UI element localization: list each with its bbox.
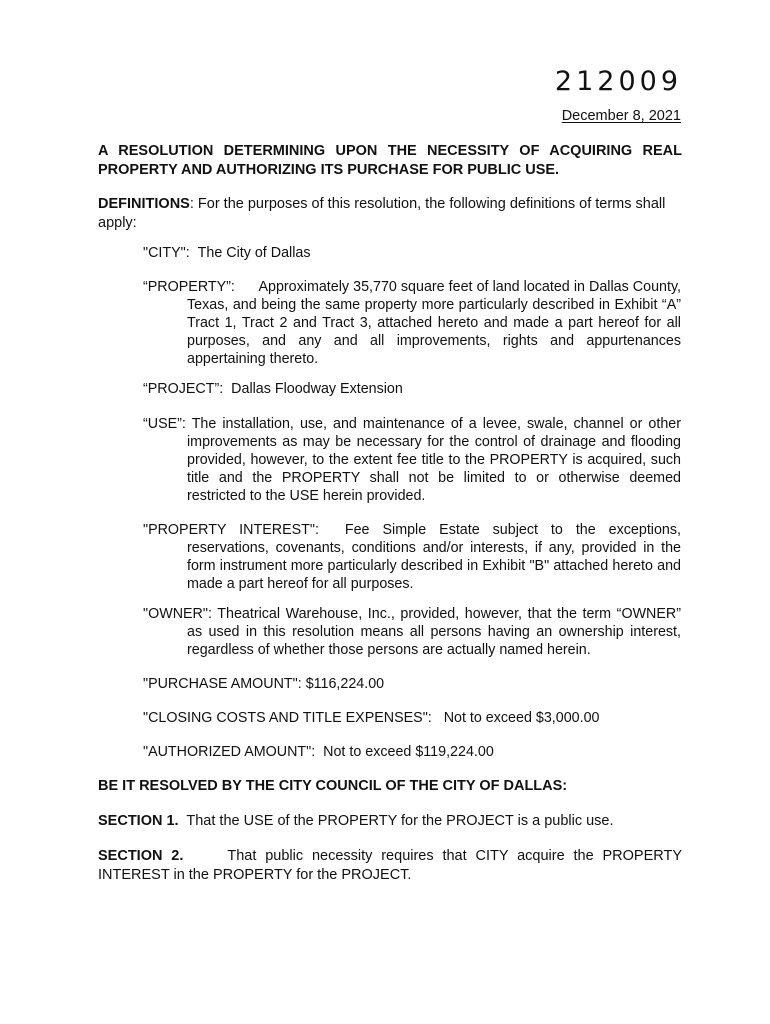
definition-term: "OWNER":	[143, 606, 212, 622]
definition-term: "PROPERTY INTEREST":	[143, 522, 319, 538]
definition-text: The installation, use, and maintenance of a levee, swale, channel or other improvements as may be necessary for the control of drainage and flooding provided, however, to the extent fee title to the PROPERTY is acquired, such title and the PROPERTY shall not be limited to or otherwise deemed restricted to the USE herein provided.	[187, 416, 682, 504]
definition-text: Fee Simple Estate subject to the exceptions, reservations, covenants, conditions and/or interests, if any, provided in the form instrument more particularly described in Exhibit "B" attached hereto and made a part hereof for all purposes.	[187, 522, 681, 592]
definition-term: "AUTHORIZED AMOUNT":	[143, 744, 316, 760]
section-1	[98, 812, 682, 831]
resolution-date: December 8, 2021	[561, 108, 681, 124]
definition-text: $116,224.00	[305, 676, 385, 692]
definition-term: "PURCHASE AMOUNT":	[143, 676, 302, 692]
definition-property	[143, 278, 681, 368]
section-label: SECTION 1.	[98, 813, 179, 829]
definition-term: "CITY":	[143, 245, 190, 261]
definitions-intro-text: : For the purposes of this resolution, the following definitions of terms shall apply:	[98, 196, 666, 231]
definition-owner	[143, 605, 681, 659]
section-label: SECTION 2.	[98, 848, 184, 864]
resolution-number: 212009	[554, 66, 682, 97]
section-text: That public necessity requires that CITY acquire the PROPERTY INTEREST in the PROPERTY for the PROJECT.	[98, 848, 683, 883]
definition-text: Not to exceed $119,224.00	[323, 744, 494, 760]
definition-property-interest	[143, 521, 681, 593]
section-text: That the USE of the PROPERTY for the PROJECT is a public use.	[186, 813, 614, 829]
definition-text: Not to exceed $3,000.00	[443, 710, 600, 726]
definition-term: “PROPERTY”:	[143, 279, 235, 295]
section-2	[98, 847, 682, 885]
definitions-intro	[98, 195, 682, 233]
definition-text: Theatrical Warehouse, Inc., provided, however, that the term “OWNER” as used in this resolution means all persons having an ownership interest, regardless of whether those persons are actually named herein.	[187, 606, 682, 658]
definition-term: "CLOSING COSTS AND TITLE EXPENSES":	[143, 710, 432, 726]
definition-purchase-amount	[143, 675, 681, 693]
definition-text: The City of Dallas	[197, 245, 311, 261]
definition-use	[143, 415, 681, 505]
definition-term: “PROJECT”:	[143, 381, 224, 397]
resolution-title: A RESOLUTION DETERMINING UPON THE NECESSITY OF ACQUIRING REAL PROPERTY AND AUTHORIZING ITS PURCHASE FOR PUBLIC USE.	[98, 143, 682, 178]
definition-authorized-amount	[143, 743, 681, 761]
definitions-label: DEFINITIONS	[98, 196, 190, 212]
definition-project	[143, 380, 681, 398]
definition-closing-costs	[143, 709, 681, 727]
definition-text: Approximately 35,770 square feet of land located in Dallas County, Texas, and being the same property more particularly described in Exhibit “A” Tract 1, Tract 2 and Tract 3, attached hereto and made a part hereof for all purposes, and any and all improvements, rights and appurtenances appertaining thereto.	[187, 279, 682, 367]
definition-text: Dallas Floodway Extension	[231, 381, 403, 397]
resolved-heading: BE IT RESOLVED BY THE CITY COUNCIL OF THE CITY OF DALLAS:	[98, 778, 568, 794]
definition-term: “USE”:	[143, 416, 186, 432]
definition-city	[143, 244, 681, 262]
